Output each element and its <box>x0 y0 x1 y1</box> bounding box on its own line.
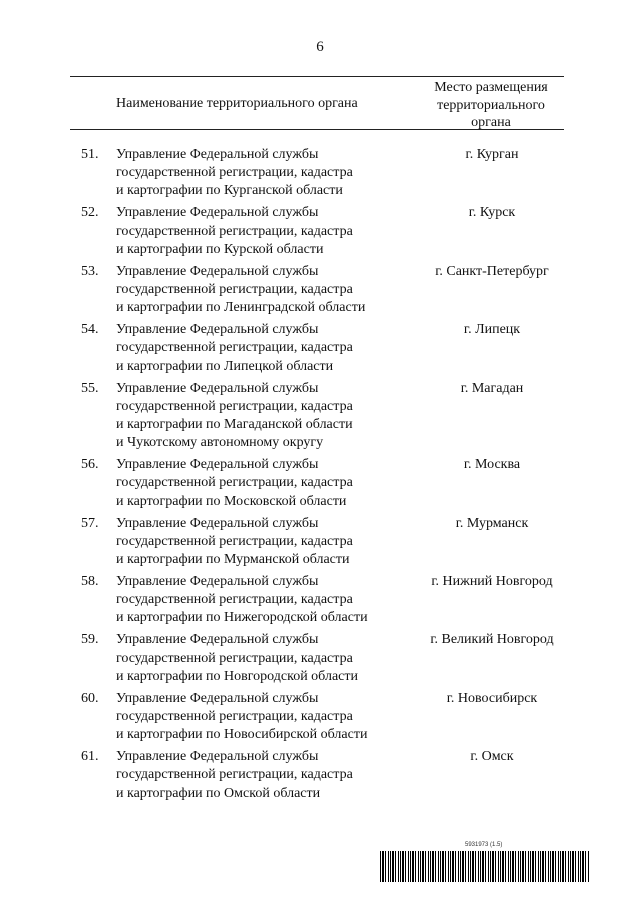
header-name: Наименование территориального органа <box>116 96 358 111</box>
row-number: 57. <box>81 515 99 531</box>
table-row <box>70 263 564 318</box>
table-header-rule <box>70 129 564 130</box>
row-name-line: и картографии по Нижегородской области <box>116 610 368 626</box>
row-number: 53. <box>81 263 99 279</box>
row-name-line: и картографии по Ленинградской области <box>116 300 366 316</box>
row-name <box>116 690 418 745</box>
row-name-line: и картографии по Курганской области <box>116 183 343 199</box>
row-name-line: Управление Федеральной службы <box>116 263 319 279</box>
row-place: г. Мурманск <box>455 515 529 531</box>
row-number: 56. <box>81 457 99 473</box>
row-name-line: Управление Федеральной службы <box>116 322 319 338</box>
row-name-line: государственной регистрации, кадастра <box>116 709 353 725</box>
row-name-line: Управление Федеральной службы <box>116 749 319 765</box>
table-row <box>70 380 564 453</box>
row-name <box>116 748 418 803</box>
row-place: г. Курск <box>468 205 516 221</box>
table-row <box>70 573 564 628</box>
row-number: 54. <box>81 322 99 338</box>
row-name-line: государственной регистрации, кадастра <box>116 533 353 549</box>
row-place: г. Липецк <box>463 322 521 338</box>
row-name-line: Управление Федеральной службы <box>116 205 319 221</box>
barcode-bars <box>380 851 590 882</box>
row-name-line: и картографии по Омской области <box>116 785 321 801</box>
row-name-line: и картографии по Новосибирской области <box>116 727 368 743</box>
row-place: г. Омск <box>470 749 514 765</box>
row-number: 52. <box>81 205 99 221</box>
table-row <box>70 515 564 570</box>
row-place: г. Курган <box>465 147 519 162</box>
table-row <box>70 204 564 259</box>
row-name-line: Управление Федеральной службы <box>116 574 319 590</box>
row-number: 61. <box>81 749 99 765</box>
row-name-line: Управление Федеральной службы <box>116 380 319 396</box>
page-number: 6 <box>316 39 324 55</box>
table-row <box>70 748 564 803</box>
row-name-line: и картографии по Курской области <box>116 241 324 257</box>
row-name-line: государственной регистрации, кадастра <box>116 767 353 783</box>
row-place: г. Новосибирск <box>446 690 538 706</box>
row-name <box>116 515 418 570</box>
row-name <box>116 631 418 686</box>
row-number: 59. <box>81 632 99 648</box>
row-place: г. Санкт-Петербург <box>435 263 549 279</box>
row-name-line: и картографии по Московской области <box>116 493 347 509</box>
row-name <box>116 204 418 259</box>
row-name <box>116 380 418 453</box>
row-place: г. Магадан <box>460 380 524 396</box>
row-number: 51. <box>81 147 99 162</box>
table-top-rule <box>70 76 564 77</box>
row-name-line: и Чукотскому автономному округу <box>116 435 324 451</box>
table-row <box>70 631 564 686</box>
row-name-line: Управление Федеральной службы <box>116 690 319 706</box>
row-place: г. Москва <box>463 457 521 473</box>
row-name-line: Управление Федеральной службы <box>116 632 319 648</box>
row-name <box>116 263 418 318</box>
row-name-line: и картографии по Мурманской области <box>116 552 350 568</box>
table-row <box>70 456 564 511</box>
row-name-line: государственной регистрации, кадастра <box>116 592 353 608</box>
row-name-line: и картографии по Новгородской области <box>116 668 358 684</box>
table-body <box>70 146 564 807</box>
row-place: г. Нижний Новгород <box>431 574 553 590</box>
row-name-line: государственной регистрации, кадастра <box>116 650 353 666</box>
row-place: г. Великий Новгород <box>430 632 554 648</box>
row-name-line: государственной регистрации, кадастра <box>116 282 353 298</box>
row-name-line: государственной регистрации, кадастра <box>116 340 353 356</box>
row-name <box>116 456 418 511</box>
row-name <box>116 146 418 201</box>
header-place: Место размещения территориального органа <box>434 80 548 130</box>
barcode-code: 5931973 (1.5) <box>465 842 503 848</box>
table-row <box>70 321 564 376</box>
row-number: 55. <box>81 380 99 396</box>
row-name-line: и картографии по Липецкой области <box>116 358 334 374</box>
barcode <box>380 842 590 882</box>
table-row <box>70 690 564 745</box>
row-name-line: и картографии по Магаданской области <box>116 417 353 433</box>
table-row <box>70 146 564 201</box>
row-name <box>116 573 418 628</box>
row-name-line: Управление Федеральной службы <box>116 457 319 473</box>
row-name-line: Управление Федеральной службы <box>116 147 319 162</box>
row-name-line: Управление Федеральной службы <box>116 515 319 531</box>
row-number: 58. <box>81 574 99 590</box>
row-name-line: государственной регистрации, кадастра <box>116 223 353 239</box>
row-name-line: государственной регистрации, кадастра <box>116 398 353 414</box>
row-name-line: государственной регистрации, кадастра <box>116 165 353 181</box>
row-name <box>116 321 418 376</box>
row-name-line: государственной регистрации, кадастра <box>116 475 353 491</box>
row-number: 60. <box>81 690 99 706</box>
